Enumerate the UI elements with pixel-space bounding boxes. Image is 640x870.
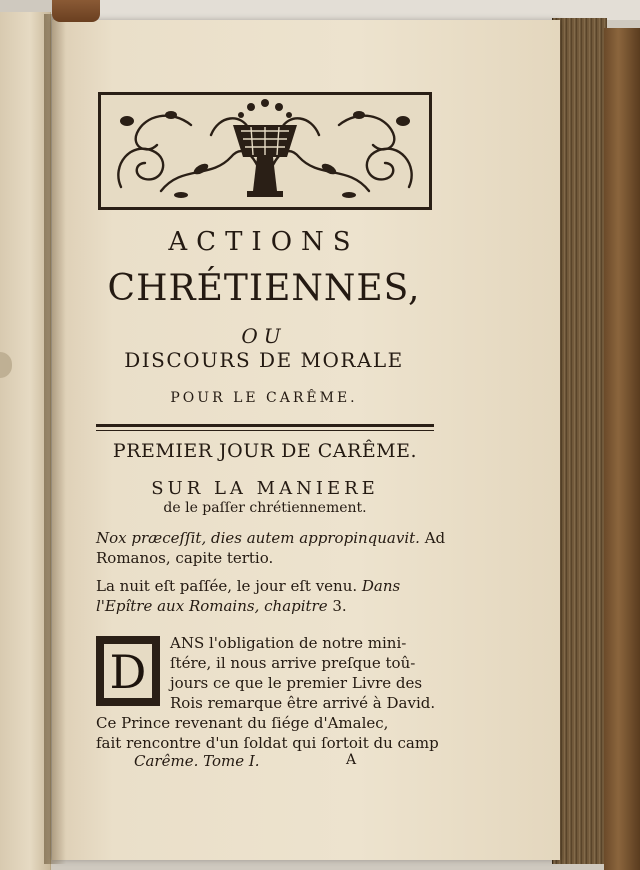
title-chretiennes: CHRÉTIENNES, — [107, 268, 421, 309]
book-cover — [604, 28, 640, 870]
chapter-heading: PREMIER JOUR DE CARÊME. — [112, 440, 418, 462]
epigraph-french-line-2 — [96, 596, 438, 616]
thick-rule — [96, 424, 434, 427]
dropcap-box — [96, 636, 160, 706]
body-line-1: ANS l'obligation de notre mini- — [170, 634, 407, 652]
body-line-6: fait rencontre d'un ſoldat qui ſortoit du camp — [96, 734, 439, 752]
epigraph-latin-italic: Nox præceſſit, dies autem appropinquavit. — [96, 529, 420, 547]
epigraph-french-italic-2: l'Epître aux Romains, chapitre — [96, 597, 328, 615]
body-line-4: Rois remarque être arrivé à David. — [170, 694, 436, 712]
epigraph-french — [96, 576, 438, 616]
epigraph-latin-line-2: Romanos, capite tertio. — [96, 549, 274, 567]
ornament-drawing — [101, 95, 429, 207]
page-mark — [0, 352, 12, 378]
chapter-subheading-2: de le paſſer chrétiennement. — [163, 500, 367, 516]
background-top — [60, 0, 640, 20]
epigraph-latin-line-1 — [96, 528, 446, 548]
chapter-subheading: SUR LA MANIERE — [151, 478, 379, 499]
gutter-shadow — [44, 14, 66, 864]
dropcap-letter: D — [103, 643, 153, 699]
body-line-5: Ce Prince revenant du ſiége d'Amalec, — [96, 714, 389, 732]
epigraph-french-italic: Dans — [361, 577, 401, 595]
title-actions: ACTIONS — [168, 227, 360, 257]
title-discours: DISCOURS DE MORALE — [124, 348, 404, 372]
thin-rule — [96, 430, 434, 431]
title-pour-le-careme: POUR LE CARÊME. — [170, 390, 358, 406]
epigraph-latin-roman: Ad — [419, 529, 446, 547]
catchline: Carême. Tome I. — [134, 752, 260, 770]
epigraph-french-roman: La nuit eſt paſſée, le jour eſt venu. — [96, 577, 362, 595]
headpiece-ornament — [98, 92, 432, 210]
epigraph-french-roman-2: 3. — [327, 597, 347, 615]
body-line-2: ſtére, il nous arrive preſque toû- — [170, 654, 416, 672]
body-line-3: jours ce que le premier Livre des — [170, 674, 423, 692]
page-block-edges — [552, 18, 607, 864]
ribbon-marker — [52, 0, 100, 22]
title-ou: OU — [241, 324, 287, 348]
signature-mark: A — [346, 752, 357, 768]
epigraph-latin — [96, 528, 446, 568]
epigraph-french-line-1 — [96, 576, 438, 596]
